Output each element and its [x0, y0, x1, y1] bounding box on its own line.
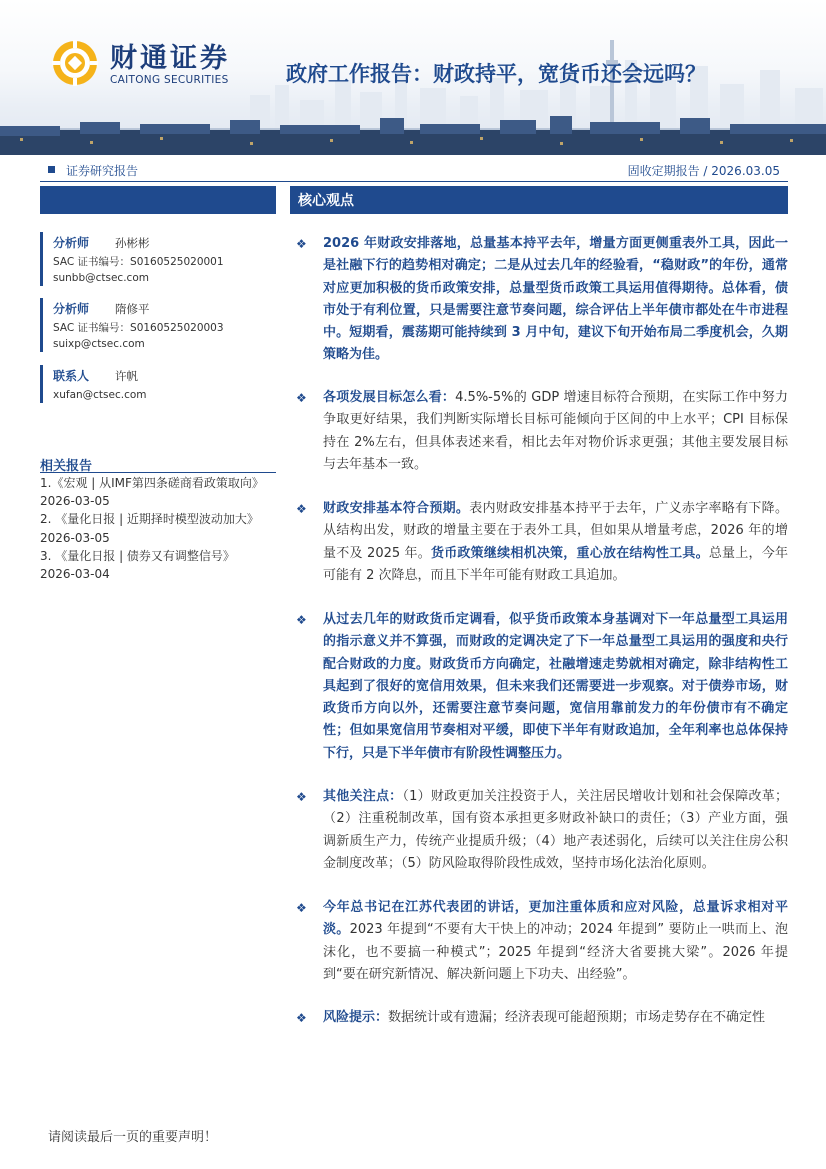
- analyst-card: [40, 232, 276, 286]
- related-report-title[interactable]: 2. 《量化日报 | 近期择时模型波动加大》: [40, 512, 259, 527]
- company-logo: [50, 38, 250, 90]
- point-text: 数据统计或有遗漏；经济表现可能超预期；市场走势存在不确定性: [388, 1010, 766, 1025]
- contact-card: [40, 365, 276, 403]
- point-text: （1）财政更加关注投资于人，关注居民增收计划和社会保障改革；（2）注重税制改革，国有资本承担更多财政补缺口的责任；（3）产业方面，强调新质生产力，传统产业提质升级；（4）地产表述弱化，后续可以关注住房公积金制度改革；（5）防风险取得阶段性成效，坚持市场化法治化原则。: [323, 789, 788, 871]
- point-text: 表内财政安排基本持平于去年，广义赤字率略有下降。从结构出发，财政的增量主要在于表外工具，但如果从增量考虑，2026 年的增量不及 2025 年。: [323, 501, 788, 561]
- core-views-title: 核心观点: [298, 193, 354, 209]
- point-bold-text: 从过去几年的财政货币定调看，似乎货币政策本身基调对下一年总量型工具运用的指示意义并不算强，而财政的定调决定了下一年总量型工具运用的强度和央行配合财政的力度。财政货币方向确定，社融增速走势就相对确定，除非结构性工具起到了很好的宽信用效果，但未来我们还需要进一步观察。对于债券市场，财政货币方向以外，还需要注意节奏问题，宽信用靠前发力的年份债市有不确定性；但如果宽信用节奏相对平缓，即使下半年有财政追加，全年利率也总体保持下行，只是下半年债市有阶段性调整压力。: [323, 612, 788, 761]
- point-bold-text: 2026 年财政安排落地，总量基本持平去年，增量方面更侧重表外工具，因此一是社融下行的趋势相对确定；二是从过去几年的经验看，“稳财政”的年份，通常对应更加积极的货币政策安排，总量型货币政策工具运用值得期待。总体看，债市处于有利位置，只是需要注意节奏问题，综合评估上半年债市都处在牛市进程中。短期看，震荡期可能持续到 3 月中旬，建议下旬开始布局二季度机会，久期策略为佳。: [323, 236, 788, 363]
- logo-emblem-icon: [50, 38, 100, 88]
- related-reports-list: [40, 474, 280, 583]
- analyst-name: 隋修平: [115, 302, 150, 316]
- related-divider: [40, 472, 276, 473]
- analyst-sac: SAC 证书编号：S0160525020001: [53, 256, 224, 268]
- related-report-title[interactable]: 3. 《量化日报 | 债券又有调整信号》: [40, 548, 235, 563]
- point-text: 2023 年提到“不要有大干快上的冲动；2024 年提到” 要防止一哄而上、泡沫化，也不要搞一种模式”；2025 年提到“经济大省要挑大梁”。2026 年提到“要在研究新情况、解决新问题上下功夫、出经验”。: [323, 922, 788, 982]
- point-text: 4.5%-5%的 GDP 增速目标符合预期，在实际工作中努力争取更好结果，我们判断实际增长目标可能倾向于区间的中上水平；CPI 目标保持在 2%左右，但具体表述来看，相比去年对物价诉求更强；其他主要发展目标与去年基本一致。: [323, 390, 788, 472]
- header-banner: [0, 0, 826, 155]
- related-report-date: 2026-03-05: [40, 494, 110, 509]
- risk-warning: [296, 1007, 788, 1029]
- key-point-1: [296, 233, 788, 367]
- logo-chinese-name: 财通证券: [110, 43, 230, 74]
- key-point-2: [296, 387, 788, 476]
- diamond-bullet-icon: ❖: [296, 502, 307, 516]
- contact-role: 联系人: [53, 369, 90, 383]
- related-report-title[interactable]: 1.《宏观 | 从IMF第四条磋商看政策取向》: [40, 476, 264, 490]
- analyst-role: 分析师: [53, 236, 90, 250]
- diamond-bullet-icon: ❖: [296, 391, 307, 405]
- analyst-card: [40, 298, 276, 352]
- key-point-3: [296, 498, 788, 587]
- report-category-date: 固收定期报告 / 2026.03.05: [627, 164, 780, 178]
- contact-name: 许帆: [115, 369, 138, 383]
- key-point-6: [296, 897, 788, 986]
- point-bold-text: 今年总书记在江苏代表团的讲话，更加注重体质和应对风险，总量诉求相对平淡。: [323, 900, 788, 938]
- point-bold-text: 各项发展目标怎么看：: [323, 390, 456, 405]
- diamond-bullet-icon: ❖: [296, 613, 307, 627]
- key-point-4: [296, 609, 788, 765]
- point-bold-text: 财政安排基本符合预期。: [323, 501, 470, 516]
- point-text-2: 总量上，今年可能有 2 次降息，而且下半年可能有财政工具追加。: [323, 545, 788, 583]
- key-point-5: [296, 786, 788, 875]
- point-bold-text: 风险提示：: [323, 1010, 389, 1025]
- analyst-role: 分析师: [53, 302, 90, 316]
- footer-disclaimer: 请阅读最后一页的重要声明！: [48, 1130, 218, 1145]
- logo-english-name: CAITONG SECURITIES: [110, 74, 229, 86]
- diamond-bullet-icon: ❖: [296, 237, 307, 251]
- report-info-bar: [40, 161, 788, 182]
- core-views-header: [290, 186, 788, 214]
- report-type: 证券研究报告: [66, 164, 139, 178]
- analyst-sac: SAC 证书编号：S0160525020003: [53, 322, 224, 334]
- analyst-email: sunbb@ctsec.com: [53, 272, 149, 284]
- point-bold-text-2: 货币政策继续相机决策，重心放在结构性工具。: [430, 545, 709, 561]
- related-report-item[interactable]: [40, 474, 280, 510]
- analyst-name: 孙彬彬: [115, 236, 150, 250]
- diamond-bullet-icon: ❖: [296, 790, 307, 804]
- analyst-email: suixp@ctsec.com: [53, 338, 145, 350]
- diamond-bullet-icon: ❖: [296, 901, 307, 915]
- related-report-item[interactable]: [40, 510, 280, 546]
- square-bullet-icon: [48, 166, 55, 173]
- report-title: 政府工作报告：财政持平，宽货币还会远吗？: [286, 62, 706, 86]
- contact-email: xufan@ctsec.com: [53, 389, 147, 401]
- related-report-date: 2026-03-04: [40, 567, 110, 582]
- related-reports-title: 相关报告: [40, 459, 93, 474]
- sidebar-header-bar: [40, 186, 276, 214]
- related-report-date: 2026-03-05: [40, 530, 110, 545]
- point-bold-text: 其他关注点：: [323, 789, 403, 804]
- related-report-item[interactable]: [40, 547, 280, 583]
- diamond-bullet-icon: ❖: [296, 1011, 307, 1025]
